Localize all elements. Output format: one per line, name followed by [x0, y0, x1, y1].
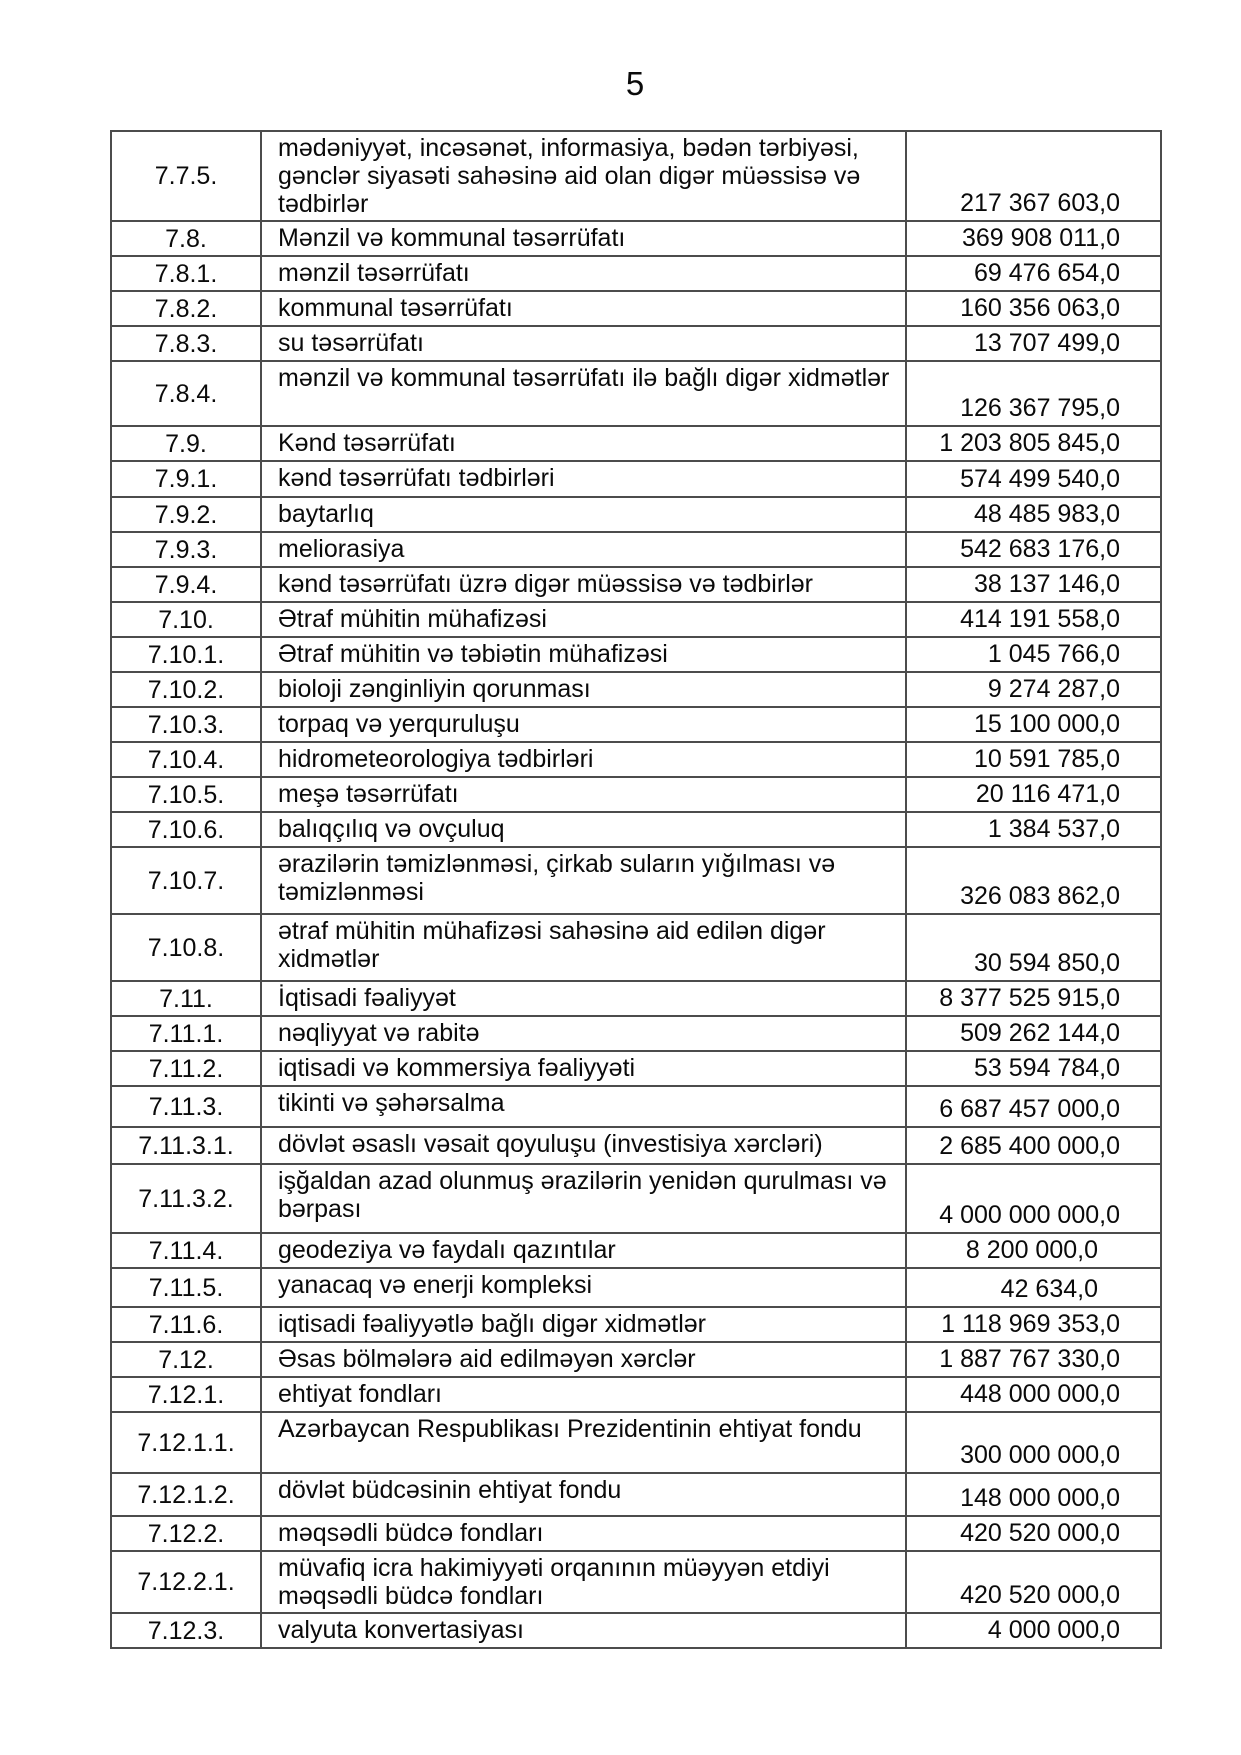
row-description: dövlət büdcəsinin ehtiyat fondu [261, 1473, 906, 1516]
row-amount: 1 203 805 845,0 [906, 426, 1161, 461]
table-row [111, 1233, 1161, 1268]
row-amount: 574 499 540,0 [906, 461, 1161, 497]
row-code: 7.12.1.1. [111, 1412, 261, 1473]
table-row [111, 461, 1161, 497]
row-code: 7.9.3. [111, 532, 261, 567]
table-row [111, 1016, 1161, 1051]
row-description: ehtiyat fondları [261, 1377, 906, 1412]
table-row [111, 742, 1161, 777]
row-description: torpaq və yerquruluşu [261, 707, 906, 742]
table-row [111, 914, 1161, 981]
row-amount: 148 000 000,0 [906, 1473, 1161, 1516]
row-amount: 42 634,0 [906, 1268, 1161, 1307]
row-code: 7.9.1. [111, 461, 261, 497]
row-code: 7.12. [111, 1342, 261, 1377]
row-description: Mənzil və kommunal təsərrüfatı [261, 221, 906, 256]
row-description: məqsədli büdcə fondları [261, 1516, 906, 1551]
row-description: iqtisadi və kommersiya fəaliyyəti [261, 1051, 906, 1086]
row-amount: 4 000 000,0 [906, 1613, 1161, 1648]
row-code: 7.11. [111, 981, 261, 1016]
row-description: mədəniyyət, incəsənət, informasiya, bədən tərbiyəsi, gənclər siyasəti sahəsinə aid olan digər müəssisə və tədbirlər [261, 131, 906, 221]
row-amount: 420 520 000,0 [906, 1516, 1161, 1551]
table-row [111, 131, 1161, 221]
row-code: 7.10.3. [111, 707, 261, 742]
table-row [111, 1551, 1161, 1613]
row-code: 7.10.4. [111, 742, 261, 777]
budget-table-body [111, 131, 1161, 1648]
row-code: 7.10.7. [111, 847, 261, 914]
row-code: 7.12.3. [111, 1613, 261, 1648]
row-code: 7.10.5. [111, 777, 261, 812]
row-description: meliorasiya [261, 532, 906, 567]
row-code: 7.12.1. [111, 1377, 261, 1412]
row-amount: 38 137 146,0 [906, 567, 1161, 602]
row-amount: 4 000 000 000,0 [906, 1164, 1161, 1233]
row-description: dövlət əsaslı vəsait qoyuluşu (investisiya xərcləri) [261, 1127, 906, 1164]
table-row [111, 291, 1161, 326]
table-row [111, 426, 1161, 461]
row-description: Kənd təsərrüfatı [261, 426, 906, 461]
table-row [111, 1516, 1161, 1551]
row-code: 7.11.4. [111, 1233, 261, 1268]
row-amount: 48 485 983,0 [906, 497, 1161, 532]
row-description: Azərbaycan Respublikası Prezidentinin ehtiyat fondu [261, 1412, 906, 1473]
row-code: 7.10.2. [111, 672, 261, 707]
row-description: Ətraf mühitin mühafizəsi [261, 602, 906, 637]
row-code: 7.12.2. [111, 1516, 261, 1551]
table-row [111, 1086, 1161, 1127]
row-amount: 30 594 850,0 [906, 914, 1161, 981]
row-amount: 217 367 603,0 [906, 131, 1161, 221]
table-row [111, 497, 1161, 532]
row-description: müvafiq icra hakimiyyəti orqanının müəyyən etdiyi məqsədli büdcə fondları [261, 1551, 906, 1613]
table-row [111, 256, 1161, 291]
row-amount: 326 083 862,0 [906, 847, 1161, 914]
table-row [111, 1412, 1161, 1473]
table-row [111, 637, 1161, 672]
row-code: 7.10.6. [111, 812, 261, 847]
row-code: 7.9.2. [111, 497, 261, 532]
table-row [111, 602, 1161, 637]
row-code: 7.8.1. [111, 256, 261, 291]
row-description: valyuta konvertasiyası [261, 1613, 906, 1648]
table-row [111, 221, 1161, 256]
row-code: 7.12.2.1. [111, 1551, 261, 1613]
row-description: Ətraf mühitin və təbiətin mühafizəsi [261, 637, 906, 672]
row-code: 7.8.4. [111, 361, 261, 426]
table-row [111, 1164, 1161, 1233]
row-code: 7.11.3.2. [111, 1164, 261, 1233]
table-row [111, 777, 1161, 812]
row-description: ətraf mühitin mühafizəsi sahəsinə aid edilən digər xidmətlər [261, 914, 906, 981]
row-amount: 160 356 063,0 [906, 291, 1161, 326]
table-row [111, 361, 1161, 426]
row-amount: 8 200 000,0 [906, 1233, 1161, 1268]
row-amount: 1 384 537,0 [906, 812, 1161, 847]
row-description: kənd təsərrüfatı tədbirləri [261, 461, 906, 497]
row-amount: 420 520 000,0 [906, 1551, 1161, 1613]
row-description: yanacaq və enerji kompleksi [261, 1268, 906, 1307]
table-row [111, 1307, 1161, 1342]
row-description: kommunal təsərrüfatı [261, 291, 906, 326]
row-code: 7.10.1. [111, 637, 261, 672]
row-amount: 369 908 011,0 [906, 221, 1161, 256]
row-amount: 69 476 654,0 [906, 256, 1161, 291]
row-amount: 1 045 766,0 [906, 637, 1161, 672]
row-amount: 300 000 000,0 [906, 1412, 1161, 1473]
row-amount: 53 594 784,0 [906, 1051, 1161, 1086]
row-code: 7.9.4. [111, 567, 261, 602]
row-code: 7.10.8. [111, 914, 261, 981]
table-row [111, 1051, 1161, 1086]
row-description: bioloji zənginliyin qorunması [261, 672, 906, 707]
table-row [111, 326, 1161, 361]
row-description: kənd təsərrüfatı üzrə digər müəssisə və tədbirlər [261, 567, 906, 602]
row-description: hidrometeorologiya tədbirləri [261, 742, 906, 777]
row-amount: 509 262 144,0 [906, 1016, 1161, 1051]
row-description: nəqliyyat və rabitə [261, 1016, 906, 1051]
row-code: 7.11.3.1. [111, 1127, 261, 1164]
table-row [111, 812, 1161, 847]
row-amount: 414 191 558,0 [906, 602, 1161, 637]
table-row [111, 567, 1161, 602]
row-code: 7.8.2. [111, 291, 261, 326]
row-code: 7.7.5. [111, 131, 261, 221]
row-amount: 448 000 000,0 [906, 1377, 1161, 1412]
table-row [111, 1127, 1161, 1164]
table-row [111, 1613, 1161, 1648]
row-amount: 126 367 795,0 [906, 361, 1161, 426]
row-code: 7.11.5. [111, 1268, 261, 1307]
table-row [111, 1473, 1161, 1516]
row-description: su təsərrüfatı [261, 326, 906, 361]
row-description: meşə təsərrüfatı [261, 777, 906, 812]
row-code: 7.11.3. [111, 1086, 261, 1127]
page-number: 5 [625, 65, 645, 102]
table-row [111, 707, 1161, 742]
row-amount: 15 100 000,0 [906, 707, 1161, 742]
row-amount: 542 683 176,0 [906, 532, 1161, 567]
row-description: balıqçılıq və ovçuluq [261, 812, 906, 847]
row-amount: 1 118 969 353,0 [906, 1307, 1161, 1342]
row-description: İqtisadi fəaliyyət [261, 981, 906, 1016]
row-code: 7.8.3. [111, 326, 261, 361]
table-row [111, 981, 1161, 1016]
row-code: 7.11.1. [111, 1016, 261, 1051]
row-amount: 6 687 457 000,0 [906, 1086, 1161, 1127]
row-description: Əsas bölmələrə aid edilməyən xərclər [261, 1342, 906, 1377]
row-description: mənzil və kommunal təsərrüfatı ilə bağlı digər xidmətlər [261, 361, 906, 426]
row-description: geodeziya və faydalı qazıntılar [261, 1233, 906, 1268]
row-amount: 1 887 767 330,0 [906, 1342, 1161, 1377]
row-description: işğaldan azad olunmuş ərazilərin yenidən qurulması və bərpası [261, 1164, 906, 1233]
row-amount: 13 707 499,0 [906, 326, 1161, 361]
row-code: 7.9. [111, 426, 261, 461]
row-amount: 8 377 525 915,0 [906, 981, 1161, 1016]
budget-table [110, 130, 1162, 1649]
row-code: 7.11.6. [111, 1307, 261, 1342]
table-row [111, 1268, 1161, 1307]
table-row [111, 1377, 1161, 1412]
row-code: 7.8. [111, 221, 261, 256]
row-amount: 9 274 287,0 [906, 672, 1161, 707]
table-row [111, 847, 1161, 914]
row-code: 7.10. [111, 602, 261, 637]
row-description: tikinti və şəhərsalma [261, 1086, 906, 1127]
row-amount: 20 116 471,0 [906, 777, 1161, 812]
table-row [111, 532, 1161, 567]
table-row [111, 1342, 1161, 1377]
row-code: 7.11.2. [111, 1051, 261, 1086]
row-amount: 10 591 785,0 [906, 742, 1161, 777]
row-code: 7.12.1.2. [111, 1473, 261, 1516]
row-description: ərazilərin təmizlənməsi, çirkab suların yığılması və təmizlənməsi [261, 847, 906, 914]
table-row [111, 672, 1161, 707]
row-description: mənzil təsərrüfatı [261, 256, 906, 291]
row-amount: 2 685 400 000,0 [906, 1127, 1161, 1164]
row-description: iqtisadi fəaliyyətlə bağlı digər xidmətlər [261, 1307, 906, 1342]
row-description: baytarlıq [261, 497, 906, 532]
